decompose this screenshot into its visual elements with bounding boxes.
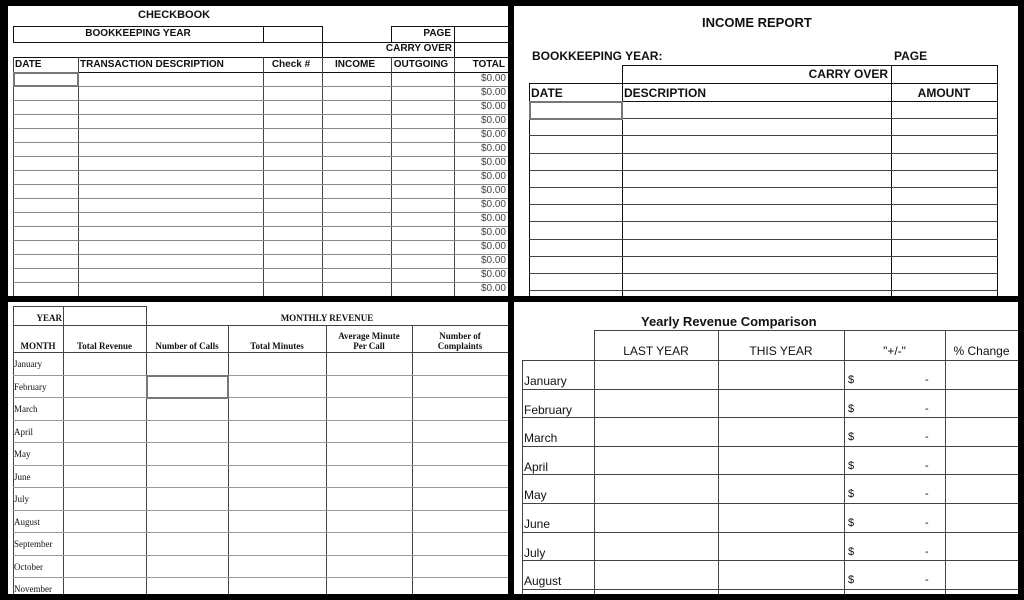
checkbook-cell-check[interactable]: [264, 213, 322, 226]
yearly-comparison-title: Yearly Revenue Comparison: [641, 314, 817, 329]
monthly-year-input[interactable]: [63, 307, 145, 325]
monthly-col-header-2: Number of Calls: [155, 340, 219, 351]
checkbook-total-value: $0.00: [480, 73, 506, 84]
checkbook-cell-date[interactable]: [14, 115, 78, 128]
monthly-cell-calls[interactable]: [147, 353, 228, 375]
monthly-cell-total-revenue[interactable]: [64, 533, 146, 555]
yearly-cell-last-year[interactable]: [595, 418, 718, 446]
yearly-currency-symbol: $: [848, 374, 855, 386]
income-cell-description[interactable]: [623, 222, 891, 238]
monthly-cell-avg-minute[interactable]: [327, 421, 412, 443]
checkbook-cell-outgoing[interactable]: [392, 241, 454, 254]
checkbook-cell-check[interactable]: [264, 255, 322, 268]
monthly-col-header-4: Average Minute Per Call: [338, 331, 400, 351]
income-cell-amount[interactable]: [892, 119, 997, 135]
income-col-header-1: DESCRIPTION: [624, 86, 707, 100]
monthly-cell-complaints[interactable]: [413, 556, 508, 578]
monthly-col-header-3: Total Minutes: [250, 340, 304, 351]
checkbook-sheet: [8, 6, 508, 296]
checkbook-total-value: $0.00: [480, 171, 506, 182]
yearly-cell-pct-change[interactable]: [946, 475, 1018, 503]
checkbook-cell-check[interactable]: [264, 199, 322, 212]
income-cell-date[interactable]: [530, 188, 622, 204]
checkbook-cell-check[interactable]: [264, 115, 322, 128]
monthly-month-label: August: [14, 517, 41, 527]
checkbook-cell-outgoing[interactable]: [392, 157, 454, 170]
yearly-month-label: February: [524, 403, 573, 417]
checkbook-cell-outgoing[interactable]: [392, 171, 454, 184]
checkbook-cell-income[interactable]: [323, 101, 391, 114]
monthly-cell-minutes[interactable]: [229, 466, 326, 488]
monthly-cell-avg-minute[interactable]: [327, 578, 412, 594]
yearly-cell-pct-change[interactable]: [946, 447, 1018, 475]
monthly-cell-calls[interactable]: [147, 421, 228, 443]
monthly-cell-minutes[interactable]: [229, 511, 326, 533]
income-cell-description[interactable]: [623, 240, 891, 256]
monthly-month-label: February: [14, 382, 47, 392]
income-bookkeeping-year-label: BOOKKEEPING YEAR:: [532, 49, 663, 63]
checkbook-cell-income[interactable]: [323, 157, 391, 170]
checkbook-cell-check[interactable]: [264, 129, 322, 142]
yearly-cell-this-year[interactable]: [719, 504, 844, 532]
monthly-cell-calls[interactable]: [147, 511, 228, 533]
monthly-cell-minutes[interactable]: [229, 353, 326, 375]
checkbook-cell-check[interactable]: [264, 185, 322, 198]
yearly-diff-value: -: [925, 374, 929, 386]
yearly-diff-value: -: [925, 488, 929, 500]
checkbook-cell-check[interactable]: [264, 269, 322, 282]
checkbook-total-value: $0.00: [480, 101, 506, 112]
checkbook-cell-date[interactable]: [14, 87, 78, 100]
yearly-cell-diff[interactable]: [845, 361, 945, 389]
checkbook-cell-description[interactable]: [79, 101, 263, 114]
yearly-cell-this-year[interactable]: [719, 561, 844, 589]
income-cell-description[interactable]: [623, 205, 891, 221]
income-carry-over-input[interactable]: [892, 66, 997, 83]
monthly-cell-avg-minute[interactable]: [327, 376, 412, 398]
checkbook-cell-date[interactable]: [14, 283, 78, 296]
yearly-cell-diff[interactable]: [845, 504, 945, 532]
monthly-cell-avg-minute[interactable]: [327, 353, 412, 375]
yearly-col-header-1: THIS YEAR: [749, 344, 813, 358]
checkbook-page-input[interactable]: [455, 27, 508, 42]
income-cell-amount[interactable]: [892, 274, 997, 290]
checkbook-cell-check[interactable]: [264, 101, 322, 114]
income-cell-amount[interactable]: [892, 291, 997, 296]
checkbook-cell-outgoing[interactable]: [392, 185, 454, 198]
yearly-month-label: August: [524, 574, 562, 588]
income-cell-description[interactable]: [623, 102, 891, 118]
monthly-cell-calls[interactable]: [147, 533, 228, 555]
checkbook-total-value: $0.00: [480, 115, 506, 126]
checkbook-cell-check[interactable]: [264, 171, 322, 184]
monthly-month-label: April: [14, 427, 33, 437]
yearly-cell-this-year[interactable]: [719, 390, 844, 418]
checkbook-total-value: $0.00: [480, 185, 506, 196]
monthly-cell-avg-minute[interactable]: [327, 466, 412, 488]
income-cell-date[interactable]: [530, 257, 622, 273]
checkbook-col-header-3: INCOME: [335, 59, 375, 70]
checkbook-cell-description[interactable]: [79, 241, 263, 254]
income-cell-amount[interactable]: [892, 188, 997, 204]
monthly-selected-cell[interactable]: [146, 375, 229, 399]
checkbook-cell-check[interactable]: [264, 283, 322, 296]
monthly-cell-calls[interactable]: [147, 488, 228, 510]
yearly-cell-last-year[interactable]: [595, 447, 718, 475]
yearly-currency-symbol: $: [848, 488, 855, 500]
income-cell-amount[interactable]: [892, 154, 997, 170]
yearly-cell-pct-change[interactable]: [946, 361, 1018, 389]
checkbook-cell-outgoing[interactable]: [392, 129, 454, 142]
yearly-comparison-sheet: [514, 302, 1018, 594]
yearly-month-label: March: [524, 431, 558, 445]
income-cell-description[interactable]: [623, 291, 891, 296]
checkbook-total-value: $0.00: [480, 199, 506, 210]
monthly-month-label: January: [14, 359, 42, 369]
checkbook-cell-check[interactable]: [264, 73, 322, 86]
checkbook-cell-income[interactable]: [323, 269, 391, 282]
yearly-cell-last-year[interactable]: [595, 533, 718, 561]
checkbook-cell-income[interactable]: [323, 213, 391, 226]
yearly-currency-symbol: $: [848, 460, 855, 472]
income-cell-description[interactable]: [623, 136, 891, 152]
checkbook-cell-description[interactable]: [79, 213, 263, 226]
checkbook-total-value: $0.00: [480, 269, 506, 280]
checkbook-cell-outgoing[interactable]: [392, 255, 454, 268]
checkbook-cell-income[interactable]: [323, 129, 391, 142]
monthly-year-label: YEAR: [36, 313, 62, 323]
checkbook-col-header-5: TOTAL: [472, 59, 505, 70]
checkbook-cell-description[interactable]: [79, 227, 263, 240]
yearly-col-header-3: % Change: [953, 344, 1010, 358]
yearly-cell-pct-change[interactable]: [946, 561, 1018, 589]
monthly-cell-total-revenue[interactable]: [64, 466, 146, 488]
monthly-cell-total-revenue[interactable]: [64, 578, 146, 594]
monthly-cell-calls[interactable]: [147, 578, 228, 594]
checkbook-cell-income[interactable]: [323, 143, 391, 156]
checkbook-cell-check[interactable]: [264, 227, 322, 240]
monthly-month-label: November: [14, 584, 52, 594]
monthly-cell-complaints[interactable]: [413, 488, 508, 510]
yearly-month-label: January: [524, 374, 567, 388]
income-cell-amount[interactable]: [892, 171, 997, 187]
income-cell-amount[interactable]: [892, 257, 997, 273]
checkbook-cell-date[interactable]: [14, 199, 78, 212]
checkbook-cell-outgoing[interactable]: [392, 101, 454, 114]
yearly-cell-diff[interactable]: [845, 390, 945, 418]
yearly-cell-last-year[interactable]: [595, 475, 718, 503]
yearly-month-label: June: [524, 517, 551, 531]
checkbook-total-value: $0.00: [480, 241, 506, 252]
monthly-revenue-sheet: [8, 302, 508, 594]
checkbook-cell-date[interactable]: [14, 269, 78, 282]
monthly-cell-complaints[interactable]: [413, 398, 508, 420]
checkbook-cell-description[interactable]: [79, 283, 263, 296]
income-cell-date[interactable]: [530, 240, 622, 256]
yearly-col-header-2: "+/-": [883, 344, 906, 358]
income-cell-date[interactable]: [530, 136, 622, 152]
yearly-col-header-0: LAST YEAR: [623, 344, 689, 358]
income-cell-description[interactable]: [623, 119, 891, 135]
checkbook-bookkeeping-year-label: BOOKKEEPING YEAR: [85, 28, 191, 39]
checkbook-cell-date[interactable]: [14, 213, 78, 226]
monthly-cell-complaints[interactable]: [413, 376, 508, 398]
checkbook-page-label: PAGE: [423, 28, 451, 39]
monthly-cell-complaints[interactable]: [413, 443, 508, 465]
monthly-cell-avg-minute[interactable]: [327, 511, 412, 533]
yearly-diff-value: -: [925, 517, 929, 529]
yearly-cell-this-year[interactable]: [719, 533, 844, 561]
checkbook-total-value: $0.00: [480, 143, 506, 154]
yearly-diff-value: -: [925, 460, 929, 472]
yearly-diff-value: -: [925, 403, 929, 415]
monthly-cell-avg-minute[interactable]: [327, 556, 412, 578]
monthly-cell-minutes[interactable]: [229, 533, 326, 555]
income-cell-amount[interactable]: [892, 240, 997, 256]
checkbook-cell-description[interactable]: [79, 171, 263, 184]
checkbook-cell-outgoing[interactable]: [392, 213, 454, 226]
monthly-cell-avg-minute[interactable]: [327, 398, 412, 420]
checkbook-cell-description[interactable]: [79, 185, 263, 198]
yearly-currency-symbol: $: [848, 403, 855, 415]
monthly-cell-total-revenue[interactable]: [64, 353, 146, 375]
yearly-currency-symbol: $: [848, 546, 855, 558]
checkbook-cell-income[interactable]: [323, 87, 391, 100]
monthly-col-header-5: Number of Complaints: [437, 331, 483, 351]
checkbook-cell-income[interactable]: [323, 115, 391, 128]
checkbook-cell-date[interactable]: [14, 101, 78, 114]
checkbook-cell-date[interactable]: [14, 157, 78, 170]
monthly-cell-minutes[interactable]: [229, 488, 326, 510]
monthly-cell-complaints[interactable]: [413, 466, 508, 488]
income-cell-amount[interactable]: [892, 136, 997, 152]
checkbook-cell-outgoing[interactable]: [392, 283, 454, 296]
checkbook-year-input[interactable]: [264, 27, 322, 42]
checkbook-total-value: $0.00: [480, 227, 506, 238]
yearly-cell-diff[interactable]: [845, 561, 945, 589]
yearly-month-label: April: [524, 460, 549, 474]
monthly-cell-calls[interactable]: [147, 398, 228, 420]
checkbook-col-header-2: Check #: [271, 59, 311, 70]
checkbook-cell-date[interactable]: [14, 255, 78, 268]
yearly-cell-this-year[interactable]: [719, 418, 844, 446]
checkbook-cell-date[interactable]: [14, 227, 78, 240]
checkbook-cell-description[interactable]: [79, 255, 263, 268]
monthly-month-label: May: [14, 449, 31, 459]
checkbook-cell-date[interactable]: [14, 241, 78, 254]
checkbook-cell-description[interactable]: [79, 87, 263, 100]
monthly-revenue-title: MONTHLY REVENUE: [280, 313, 374, 323]
yearly-currency-symbol: $: [848, 574, 855, 586]
monthly-cell-minutes[interactable]: [229, 443, 326, 465]
income-cell-description[interactable]: [623, 274, 891, 290]
income-cell-date[interactable]: [530, 205, 622, 221]
monthly-cell-complaints[interactable]: [413, 353, 508, 375]
income-cell-date[interactable]: [530, 119, 622, 135]
yearly-month-label: May: [524, 488, 547, 502]
monthly-cell-minutes[interactable]: [229, 398, 326, 420]
checkbook-total-value: $0.00: [480, 157, 506, 168]
checkbook-cell-income[interactable]: [323, 227, 391, 240]
income-cell-description[interactable]: [623, 188, 891, 204]
checkbook-cell-income[interactable]: [323, 199, 391, 212]
checkbook-total-value: $0.00: [480, 213, 506, 224]
income-report-sheet: [514, 6, 1018, 296]
monthly-cell-total-revenue[interactable]: [64, 376, 146, 398]
monthly-cell-total-revenue[interactable]: [64, 556, 146, 578]
checkbook-cell-outgoing[interactable]: [392, 115, 454, 128]
checkbook-cell-outgoing[interactable]: [392, 87, 454, 100]
monthly-cell-total-revenue[interactable]: [64, 511, 146, 533]
income-report-title: INCOME REPORT: [702, 15, 812, 30]
monthly-month-label: September: [14, 539, 53, 549]
checkbook-cell-description[interactable]: [79, 157, 263, 170]
yearly-cell-last-year[interactable]: [595, 390, 718, 418]
income-cell-date[interactable]: [530, 222, 622, 238]
checkbook-cell-description[interactable]: [79, 199, 263, 212]
checkbook-total-value: $0.00: [480, 87, 506, 98]
monthly-month-label: March: [14, 404, 38, 414]
yearly-cell-this-year[interactable]: [719, 475, 844, 503]
yearly-month-label: July: [524, 546, 546, 560]
yearly-cell-diff[interactable]: [845, 447, 945, 475]
checkbook-cell-check[interactable]: [264, 87, 322, 100]
checkbook-cell-description[interactable]: [79, 143, 263, 156]
yearly-cell-last-year[interactable]: [595, 504, 718, 532]
yearly-cell-this-year[interactable]: [719, 447, 844, 475]
yearly-currency-symbol: $: [848, 431, 855, 443]
monthly-cell-total-revenue[interactable]: [64, 488, 146, 510]
checkbook-cell-check[interactable]: [264, 157, 322, 170]
income-cell-date[interactable]: [530, 291, 622, 296]
checkbook-selected-cell[interactable]: [13, 72, 79, 87]
checkbook-cell-income[interactable]: [323, 171, 391, 184]
monthly-cell-calls[interactable]: [147, 466, 228, 488]
income-selected-cell[interactable]: [529, 101, 623, 120]
checkbook-col-header-1: TRANSACTION DESCRIPTION: [80, 59, 224, 70]
income-cell-description[interactable]: [623, 154, 891, 170]
monthly-cell-total-revenue[interactable]: [64, 443, 146, 465]
checkbook-cell-check[interactable]: [264, 241, 322, 254]
checkbook-cell-income[interactable]: [323, 283, 391, 296]
income-cell-amount[interactable]: [892, 222, 997, 238]
monthly-cell-calls[interactable]: [147, 556, 228, 578]
monthly-cell-complaints[interactable]: [413, 533, 508, 555]
yearly-cell-diff[interactable]: [845, 475, 945, 503]
yearly-cell-last-year[interactable]: [595, 561, 718, 589]
income-cell-description[interactable]: [623, 257, 891, 273]
income-page-label: PAGE: [894, 49, 928, 63]
monthly-cell-minutes[interactable]: [229, 578, 326, 594]
checkbook-cell-income[interactable]: [323, 185, 391, 198]
income-cell-date[interactable]: [530, 274, 622, 290]
yearly-cell-pct-change[interactable]: [946, 504, 1018, 532]
monthly-cell-minutes[interactable]: [229, 556, 326, 578]
checkbook-cell-date[interactable]: [14, 129, 78, 142]
checkbook-col-header-0: DATE: [15, 59, 42, 70]
monthly-month-label: October: [14, 562, 43, 572]
checkbook-cell-income[interactable]: [323, 73, 391, 86]
income-col-header-0: DATE: [531, 86, 563, 100]
yearly-cell-diff[interactable]: [845, 418, 945, 446]
yearly-currency-symbol: $: [848, 517, 855, 529]
income-col-header-2: AMOUNT: [917, 86, 971, 100]
monthly-col-header-0: MONTH: [20, 340, 56, 351]
checkbook-cell-outgoing[interactable]: [392, 269, 454, 282]
checkbook-cell-outgoing[interactable]: [392, 143, 454, 156]
yearly-diff-value: -: [925, 431, 929, 443]
income-cell-amount[interactable]: [892, 205, 997, 221]
checkbook-cell-outgoing[interactable]: [392, 227, 454, 240]
checkbook-carry-over-label: CARRY OVER: [385, 43, 452, 54]
yearly-diff-value: -: [925, 574, 929, 586]
monthly-cell-avg-minute[interactable]: [327, 533, 412, 555]
checkbook-cell-description[interactable]: [79, 73, 263, 86]
yearly-cell-last-year[interactable]: [595, 361, 718, 389]
yearly-cell-pct-change[interactable]: [946, 533, 1018, 561]
checkbook-cell-income[interactable]: [323, 255, 391, 268]
checkbook-cell-description[interactable]: [79, 115, 263, 128]
monthly-cell-avg-minute[interactable]: [327, 488, 412, 510]
monthly-month-label: June: [14, 472, 31, 482]
income-cell-date[interactable]: [530, 171, 622, 187]
monthly-cell-complaints[interactable]: [413, 421, 508, 443]
checkbook-cell-date[interactable]: [14, 171, 78, 184]
checkbook-cell-income[interactable]: [323, 241, 391, 254]
yearly-cell-diff[interactable]: [845, 533, 945, 561]
yearly-cell-pct-change[interactable]: [946, 390, 1018, 418]
checkbook-total-value: $0.00: [480, 283, 506, 294]
checkbook-cell-description[interactable]: [79, 129, 263, 142]
income-cell-description[interactable]: [623, 171, 891, 187]
monthly-cell-calls[interactable]: [147, 443, 228, 465]
income-carry-over-label: CARRY OVER: [808, 67, 888, 81]
income-cell-amount[interactable]: [892, 102, 997, 118]
monthly-col-header-1: Total Revenue: [77, 340, 132, 351]
checkbook-total-value: $0.00: [480, 129, 506, 140]
monthly-cell-total-revenue[interactable]: [64, 398, 146, 420]
checkbook-cell-date[interactable]: [14, 185, 78, 198]
checkbook-total-value: $0.00: [480, 255, 506, 266]
checkbook-cell-description[interactable]: [79, 269, 263, 282]
monthly-cell-minutes[interactable]: [229, 421, 326, 443]
checkbook-cell-outgoing[interactable]: [392, 73, 454, 86]
monthly-cell-total-revenue[interactable]: [64, 421, 146, 443]
monthly-cell-complaints[interactable]: [413, 578, 508, 594]
checkbook-col-header-4: OUTGOING: [393, 59, 449, 70]
yearly-diff-value: -: [925, 546, 929, 558]
checkbook-cell-outgoing[interactable]: [392, 199, 454, 212]
monthly-cell-complaints[interactable]: [413, 511, 508, 533]
yearly-cell-pct-change[interactable]: [946, 418, 1018, 446]
monthly-month-label: July: [14, 494, 30, 504]
monthly-cell-minutes[interactable]: [229, 376, 326, 398]
checkbook-cell-date[interactable]: [14, 143, 78, 156]
checkbook-title: CHECKBOOK: [138, 9, 211, 21]
checkbook-cell-check[interactable]: [264, 143, 322, 156]
monthly-cell-avg-minute[interactable]: [327, 443, 412, 465]
income-cell-date[interactable]: [530, 154, 622, 170]
yearly-cell-this-year[interactable]: [719, 361, 844, 389]
